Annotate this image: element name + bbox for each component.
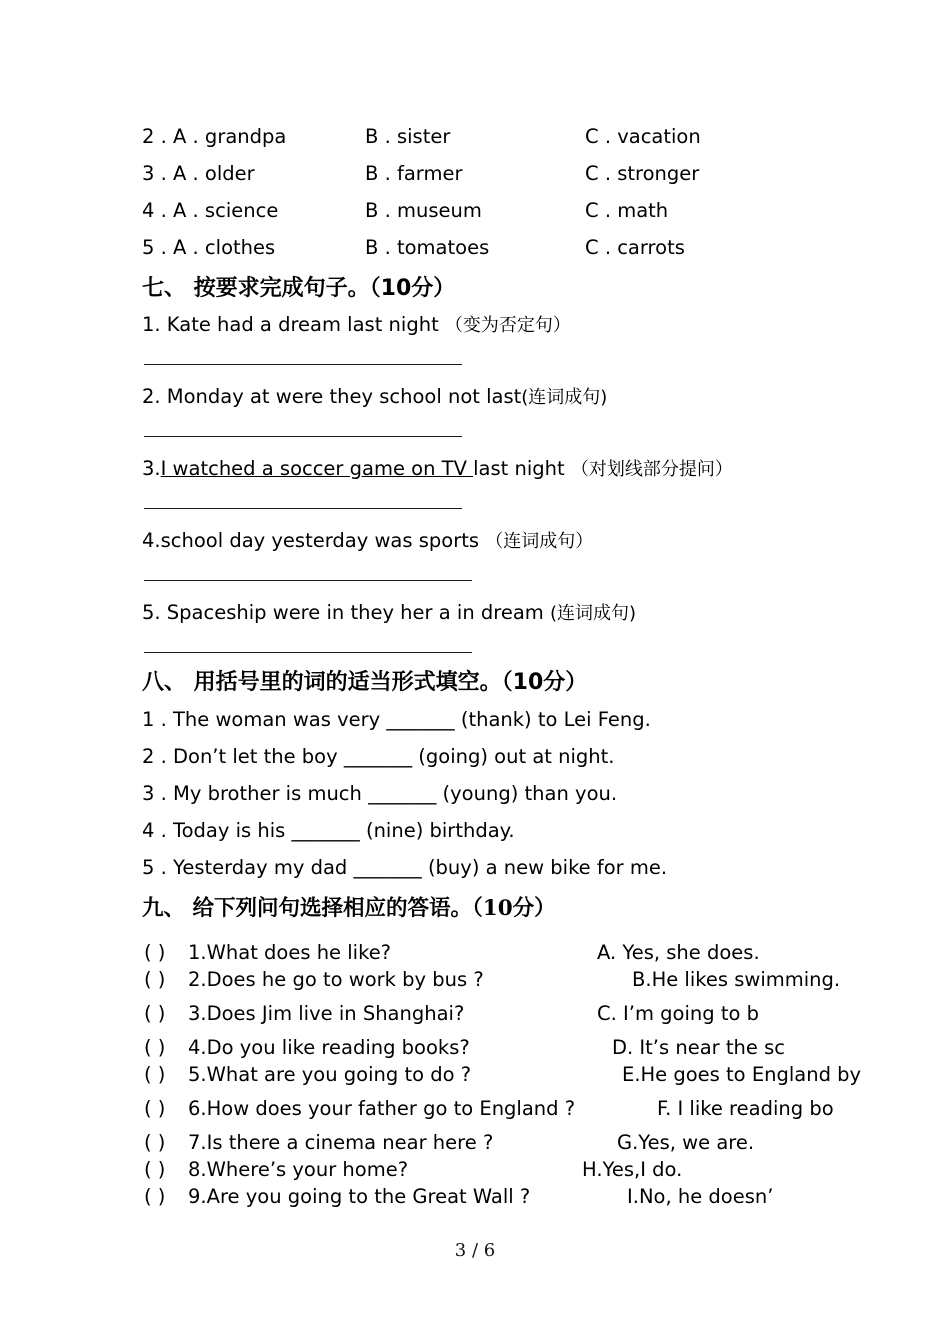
matching-question: 7.Is there a cinema near here ? — [188, 1131, 494, 1154]
choice-row — [142, 229, 842, 266]
choice-option-c: C . vacation — [585, 125, 701, 148]
answer-bracket[interactable]: ( ) — [144, 1097, 166, 1120]
question-line — [142, 307, 842, 344]
question-tag: (连词成句) — [521, 387, 608, 408]
matching-question: 8.Where’s your home? — [188, 1158, 409, 1181]
answer-rule[interactable] — [144, 436, 462, 437]
section-eight-items — [142, 701, 842, 886]
matching-row — [142, 1000, 842, 1027]
section-heading-seven: 七、 按要求完成句子。（10分） — [142, 276, 456, 301]
page-footer: 3 / 6 — [454, 1240, 496, 1261]
question-line — [142, 523, 842, 560]
matching-question: 9.Are you going to the Great Wall ? — [188, 1185, 531, 1208]
matching-question: 5.What are you going to do ? — [188, 1063, 472, 1086]
section-heading-eight: 八、 用括号里的词的适当形式填空。（10分） — [142, 670, 588, 695]
answer-rule[interactable] — [144, 364, 462, 365]
matching-row — [142, 1095, 842, 1122]
choice-option-b: B . sister — [365, 125, 451, 148]
choice-option-b: B . museum — [365, 199, 482, 222]
matching-question: 3.Does Jim live in Shanghai? — [188, 1002, 465, 1025]
answer-rule[interactable] — [144, 652, 472, 653]
matching-answer: D. It’s near the sc — [612, 1036, 785, 1059]
choice-option-a: 3 . A . older — [142, 162, 255, 185]
matching-question: 1.What does he like? — [188, 941, 392, 964]
matching-row — [142, 966, 842, 993]
matching-answer: F. I like reading bo — [657, 1097, 834, 1120]
answer-bracket[interactable]: ( ) — [144, 968, 166, 991]
matching-answer: I.No, he doesn’ — [627, 1185, 774, 1208]
question-number: 3. — [142, 457, 161, 480]
answer-bracket[interactable]: ( ) — [144, 1158, 166, 1181]
section-heading-nine: 九、 给下列问句选择相应的答语。（10分） — [142, 896, 556, 921]
question-tag: (连词成句) — [550, 603, 637, 624]
choice-row — [142, 118, 842, 155]
fill-blank-line[interactable]: 4 . Today is his _______ (nine) birthday. — [142, 819, 515, 842]
question-text: 1. Kate had a dream last night — [142, 313, 439, 336]
question-line — [142, 451, 842, 488]
matching-row — [142, 1061, 862, 1088]
answer-bracket[interactable]: ( ) — [144, 1036, 166, 1059]
matching-answer: E.He goes to England by — [622, 1063, 862, 1086]
fill-blank-line[interactable]: 3 . My brother is much _______ (young) than you. — [142, 782, 618, 805]
matching-answer: A. Yes, she does. — [597, 941, 760, 964]
question-text: 4.school day yesterday was sports — [142, 529, 480, 552]
matching-row — [142, 1034, 842, 1061]
answer-rule[interactable] — [144, 580, 472, 581]
matching-question: 6.How does your father go to England ? — [188, 1097, 576, 1120]
choice-option-c: C . math — [585, 199, 669, 222]
matching-answer: B.He likes swimming. — [632, 968, 841, 991]
question-text: 5. Spaceship were in they her a in dream — [142, 601, 544, 624]
choice-option-b: B . tomatoes — [365, 236, 490, 259]
answer-bracket[interactable]: ( ) — [144, 1063, 166, 1086]
question-underlined-part: I watched a soccer game on TV — [160, 457, 474, 480]
question-tag: （对划线部分提问） — [570, 459, 733, 480]
choice-option-a: 5 . A . clothes — [142, 236, 276, 259]
fill-blank-line[interactable]: 5 . Yesterday my dad _______ (buy) a new bike for me. — [142, 856, 668, 879]
fill-blank-line[interactable]: 1 . The woman was very _______ (thank) to Lei Feng. — [142, 708, 651, 731]
question-tag: （变为否定句） — [444, 315, 571, 336]
matching-list — [142, 939, 862, 1210]
answer-bracket[interactable]: ( ) — [144, 1185, 166, 1208]
choice-option-a: 2 . A . grandpa — [142, 125, 287, 148]
choice-option-a: 4 . A . science — [142, 199, 279, 222]
matching-row — [142, 1156, 842, 1183]
choice-option-c: C . carrots — [585, 236, 685, 259]
question-line — [142, 595, 842, 632]
answer-bracket[interactable]: ( ) — [144, 1131, 166, 1154]
question-text: last night — [473, 457, 565, 480]
matching-row — [142, 939, 842, 966]
matching-answer: C. I’m going to b — [597, 1002, 759, 1025]
page-content — [142, 118, 862, 1210]
matching-question: 2.Does he go to work by bus ? — [188, 968, 484, 991]
question-text: 2. Monday at were they school not last — [142, 385, 522, 408]
section-seven-items — [142, 307, 842, 653]
choice-row — [142, 192, 842, 229]
matching-answer: G.Yes, we are. — [617, 1131, 755, 1154]
matching-row — [142, 1183, 842, 1210]
question-tag: （连词成句） — [485, 531, 594, 552]
fill-blank-line[interactable]: 2 . Don’t let the boy _______ (going) out at night. — [142, 745, 615, 768]
choice-option-c: C . stronger — [585, 162, 700, 185]
choice-options-block — [142, 118, 842, 266]
question-line — [142, 379, 842, 416]
choice-row — [142, 155, 842, 192]
matching-question: 4.Do you like reading books? — [188, 1036, 470, 1059]
answer-rule[interactable] — [144, 508, 462, 509]
matching-row — [142, 1129, 842, 1156]
answer-bracket[interactable]: ( ) — [144, 1002, 166, 1025]
answer-bracket[interactable]: ( ) — [144, 941, 166, 964]
matching-answer: H.Yes,I do. — [582, 1158, 683, 1181]
choice-option-b: B . farmer — [365, 162, 463, 185]
